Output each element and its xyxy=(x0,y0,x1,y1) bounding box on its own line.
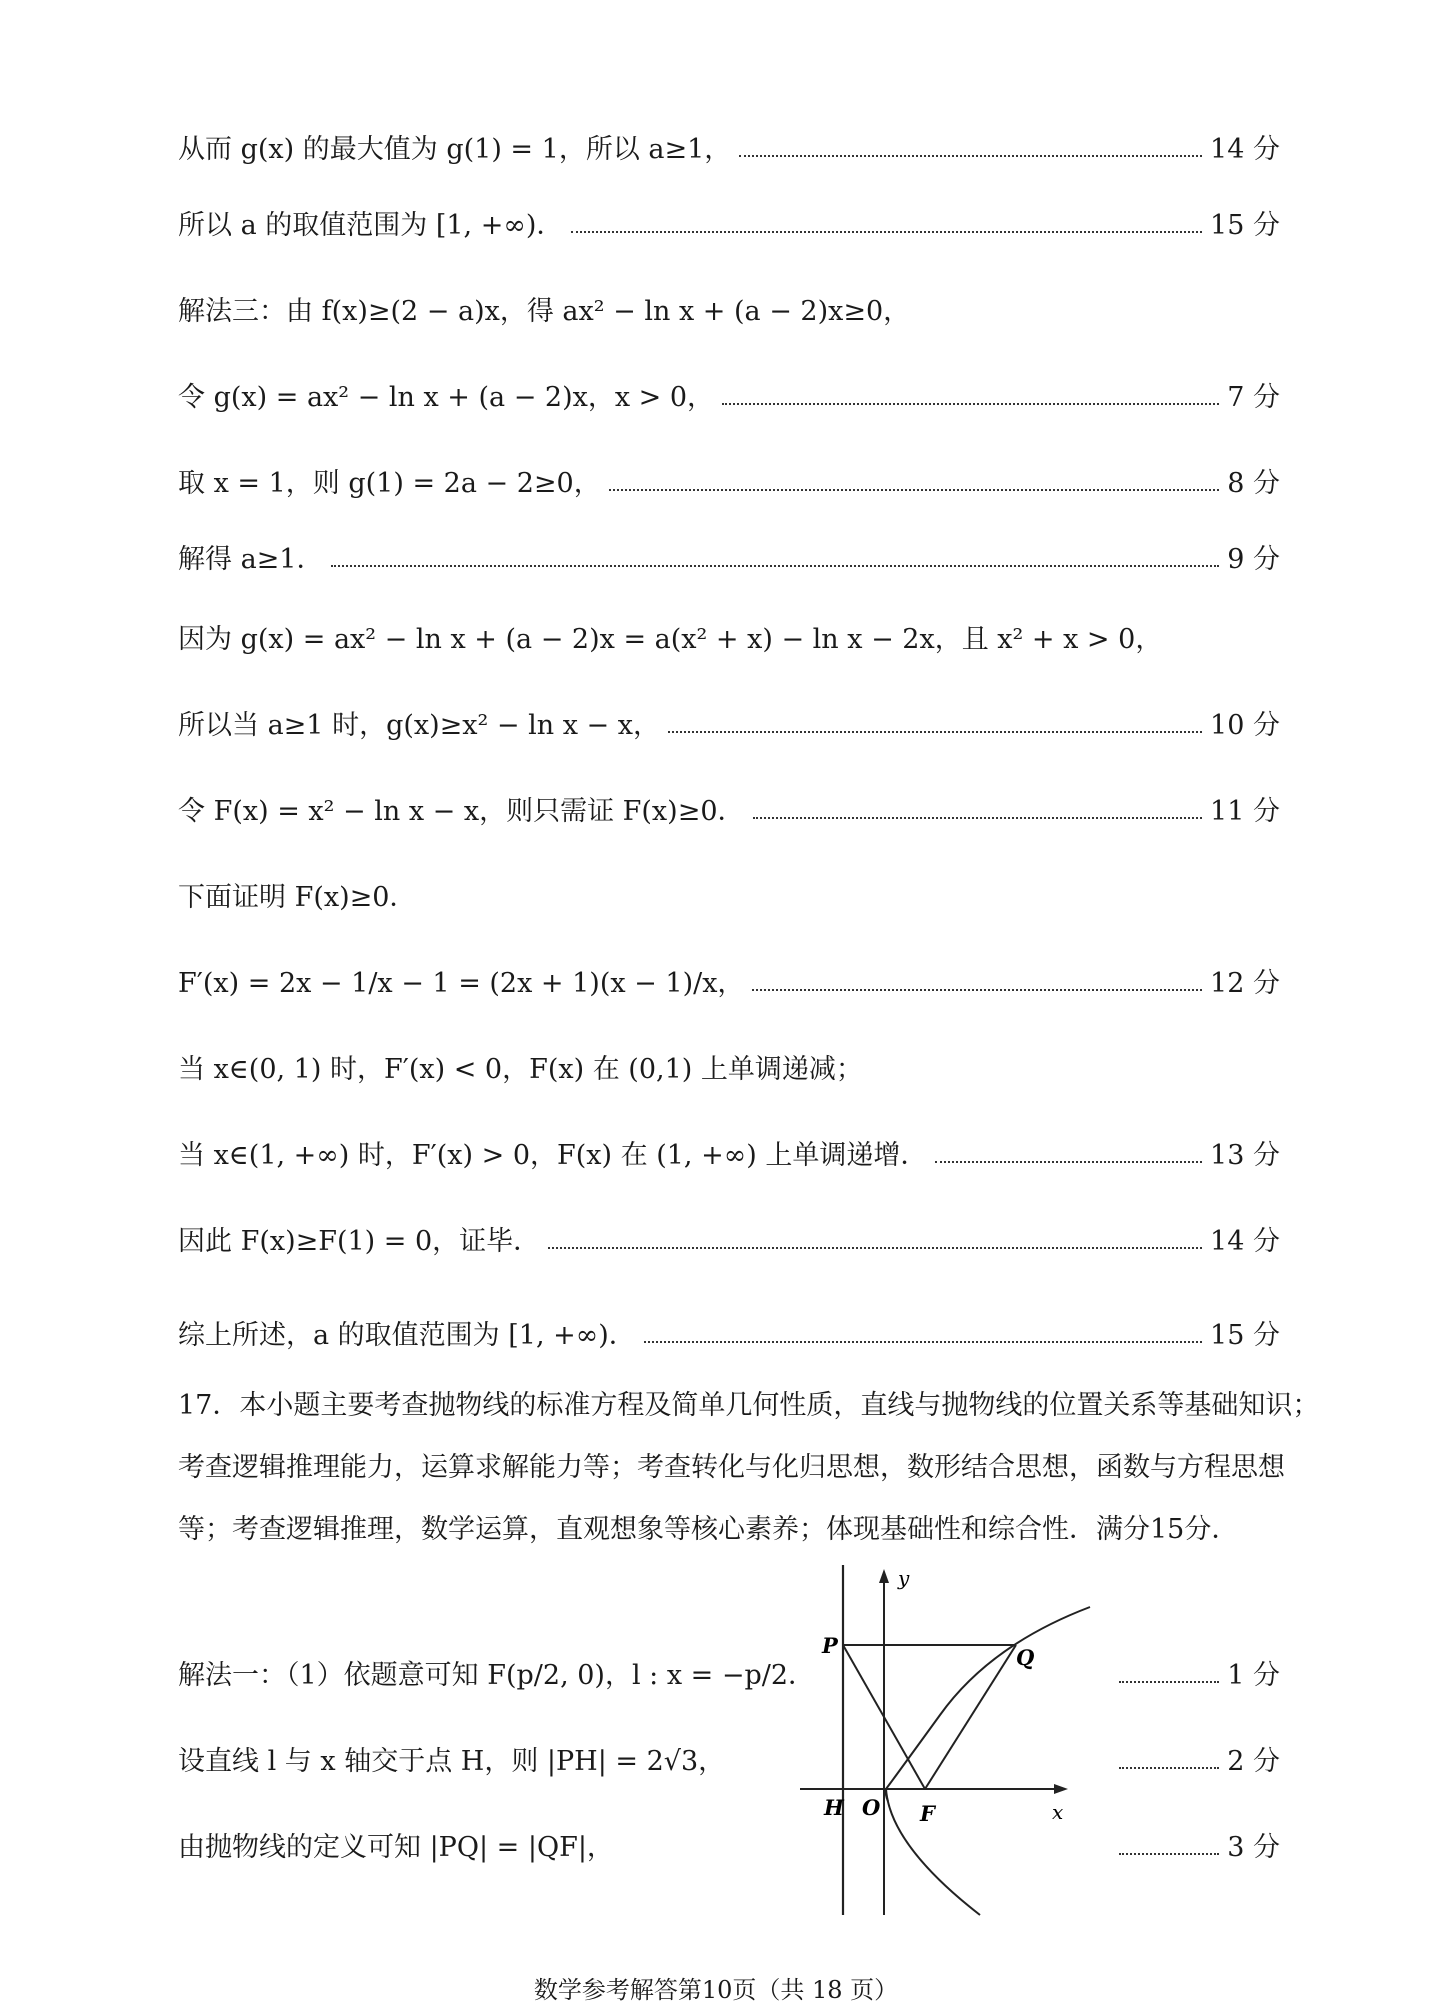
sol17-line xyxy=(178,1742,1280,1782)
label-y: y xyxy=(898,1566,910,1590)
line-text: 因此 F(x)≥F(1) = 0，证毕． xyxy=(178,1226,541,1257)
solution-line xyxy=(178,1222,1280,1262)
y-axis-arrow xyxy=(879,1569,889,1583)
solution-line xyxy=(178,1136,1280,1176)
sol17-line xyxy=(178,1828,1280,1868)
line-text: 所以当 a≥1 时，g(x)≥x² − ln x − x， xyxy=(178,710,660,741)
score-label: 1 分 xyxy=(1227,1660,1280,1691)
parabola-curve xyxy=(886,1607,1090,1915)
leader-dots xyxy=(668,731,1202,733)
line-text: 当 x∈(1, +∞) 时，F′(x) > 0，F(x) 在 (1, +∞) 上单调递增． xyxy=(178,1140,928,1171)
score-label: 11 分 xyxy=(1210,796,1280,827)
line-text: 解法一：（1）依题意可知 F(p/2, 0)，l : x = −p/2． xyxy=(178,1660,816,1691)
score-label: 3 分 xyxy=(1227,1832,1280,1863)
line-text: 设直线 l 与 x 轴交于点 H，则 |PH| = 2√3， xyxy=(178,1746,726,1777)
solution-line xyxy=(178,464,1280,504)
line-text: 解得 a≥1． xyxy=(178,544,324,575)
label-Q: Q xyxy=(1016,1645,1035,1670)
parabola-figure xyxy=(790,1565,1110,1925)
score-label: 14 分 xyxy=(1210,134,1280,165)
label-x: x xyxy=(1052,1800,1064,1824)
leader-dots xyxy=(739,155,1202,157)
leader-dots xyxy=(331,565,1219,567)
page-footer: 数学参考解答第10页（共 18 页） xyxy=(533,1976,899,2004)
line-text: 令 g(x) = ax² − ln x + (a − 2)x，x > 0， xyxy=(178,382,715,413)
leader-dots xyxy=(1119,1681,1219,1683)
solution-line xyxy=(178,540,1280,580)
label-F: F xyxy=(920,1801,935,1826)
solution-line xyxy=(178,378,1280,418)
line-text: 解法三：由 f(x)≥(2 − a)x，得 ax² − ln x + (a − 2)x≥0， xyxy=(178,296,911,327)
solution-line xyxy=(178,964,1280,1004)
leader-dots xyxy=(1119,1853,1219,1855)
solution-line xyxy=(178,206,1280,246)
leader-dots xyxy=(1119,1767,1219,1769)
line-text: 综上所述，a 的取值范围为 [1, +∞)． xyxy=(178,1320,636,1351)
leader-dots xyxy=(644,1341,1202,1343)
label-P: P xyxy=(822,1633,838,1658)
line-text: 取 x = 1，则 g(1) = 2a − 2≥0， xyxy=(178,468,601,499)
line-text: 令 F(x) = x² − ln x − x，则只需证 F(x)≥0． xyxy=(178,796,745,827)
solution-line xyxy=(178,130,1280,170)
line-text: 从而 g(x) 的最大值为 g(1) = 1，所以 a≥1， xyxy=(178,134,732,165)
solution-line xyxy=(178,620,1280,660)
leader-dots xyxy=(752,989,1202,991)
solution-line xyxy=(178,792,1280,832)
leader-dots xyxy=(609,489,1220,491)
leader-dots xyxy=(935,1161,1202,1163)
solution-line xyxy=(178,1050,1280,1090)
score-label: 12 分 xyxy=(1210,968,1280,999)
score-label: 8 分 xyxy=(1227,468,1280,499)
label-H: H xyxy=(824,1795,844,1820)
score-label: 9 分 xyxy=(1227,544,1280,575)
score-label: 13 分 xyxy=(1210,1140,1280,1171)
score-label: 10 分 xyxy=(1210,710,1280,741)
sol17-line xyxy=(178,1656,1280,1696)
score-label: 7 分 xyxy=(1227,382,1280,413)
solution-line xyxy=(178,292,1280,332)
x-axis-arrow xyxy=(1054,1784,1068,1794)
score-label: 2 分 xyxy=(1227,1746,1280,1777)
line-text: F′(x) = 2x − 1/x − 1 = (2x + 1)(x − 1)/x， xyxy=(178,968,745,999)
score-label: 15 分 xyxy=(1210,210,1280,241)
leader-dots xyxy=(571,231,1202,233)
leader-dots xyxy=(753,817,1203,819)
leader-dots xyxy=(722,403,1219,405)
score-label: 15 分 xyxy=(1210,1320,1280,1351)
solution-line xyxy=(178,706,1280,746)
score-label: 14 分 xyxy=(1210,1226,1280,1257)
solution-line xyxy=(178,1316,1280,1356)
line-text: 下面证明 F(x)≥0． xyxy=(178,882,417,913)
problem-17-intro: 17．本小题主要考查抛物线的标准方程及简单几何性质，直线与抛物线的位置关系等基础知识；考查逻辑推理能力，运算求解能力等；考查转化与化归思想，数形结合思想，函数与方程思想等；考查逻辑推理，数学运算，直观想象等核心素养；体现基础性和综合性．满分15分． xyxy=(178,1390,1320,1545)
line-text: 所以 a 的取值范围为 [1, +∞)． xyxy=(178,210,564,241)
line-text: 当 x∈(0, 1) 时，F′(x) < 0，F(x) 在 (0,1) 上单调递减； xyxy=(178,1054,863,1085)
leader-dots xyxy=(548,1247,1202,1249)
solution-line xyxy=(178,878,1280,918)
line-text: 由抛物线的定义可知 |PQ| = |QF|， xyxy=(178,1832,614,1863)
line-text: 因为 g(x) = ax² − ln x + (a − 2)x = a(x² + x) − ln x − 2x，且 x² + x > 0， xyxy=(178,624,1163,655)
label-O: O xyxy=(862,1795,881,1820)
